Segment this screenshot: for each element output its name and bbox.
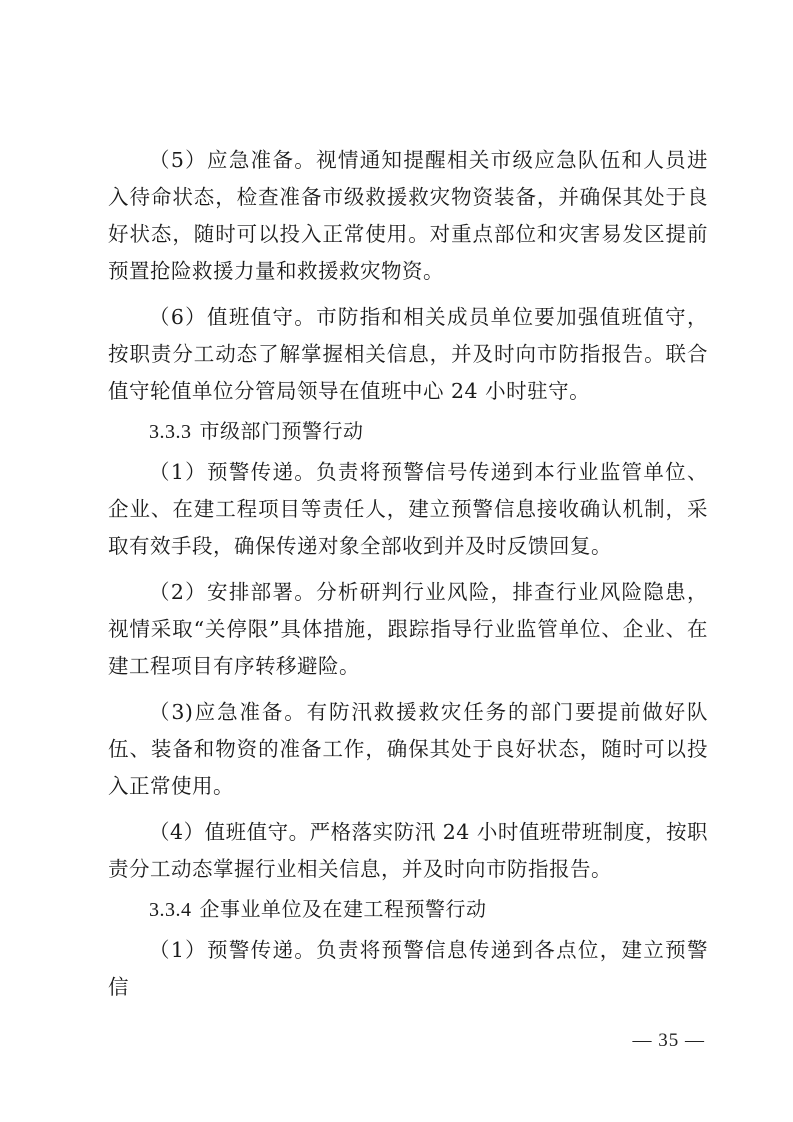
section-number: 3.3.3 — [149, 421, 192, 443]
section-heading-3-3-3 — [108, 413, 708, 451]
document-body — [108, 142, 708, 1006]
paragraph-emergency-preparation: （5）应急准备。视情通知提醒相关市级应急队伍和人员进入待命状态，检查准备市级救援救灾物资装备，并确保其处于良好状态，随时可以投入正常使用。对重点部位和灾害易发区提前预置抢险救援力量和救援救灾物资。 — [108, 148, 708, 283]
paragraph-duty-watch: （6）值班值守。市防指和相关成员单位要加强值班值守，按职责分工动态了解掌握相关信息，并及时向市防指报告。联合值守轮值单位分管局领导在值班中心 24 小时驻守。 — [108, 305, 708, 403]
paragraph-enterprise-warning: （1）预警传递。负责将预警信息传递到各点位，建立预警信 — [108, 938, 708, 999]
paragraph-department-duty: （4）值班值守。严格落实防汛 24 小时值班带班制度，按职责分工动态掌握行业相关信息，并及时向市防指报告。 — [108, 820, 708, 881]
section-title: 市级部门预警行动 — [199, 419, 364, 443]
section-number: 3.3.4 — [149, 899, 192, 921]
page-number: — 35 — — [632, 1030, 705, 1051]
paragraph-warning-transmission: （1）预警传递。负责将预警信号传递到本行业监管单位、企业、在建工程项目等责任人，建立预警信息接收确认机制，采取有效手段，确保传递对象全部收到并及时反馈回复。 — [108, 460, 708, 558]
section-heading-3-3-4 — [108, 891, 708, 929]
paragraph-arrangement: （2）安排部署。分析研判行业风险，排查行业风险隐患，视情采取“关停限”具体措施，跟踪指导行业监管单位、企业、在建工程项目有序转移避险。 — [108, 580, 708, 678]
paragraph-department-preparation: （3)应急准备。有防汛救援救灾任务的部门要提前做好队伍、装备和物资的准备工作，确保其处于良好状态，随时可以投入正常使用。 — [108, 700, 708, 798]
section-title: 企事业单位及在建工程预警行动 — [199, 897, 487, 921]
